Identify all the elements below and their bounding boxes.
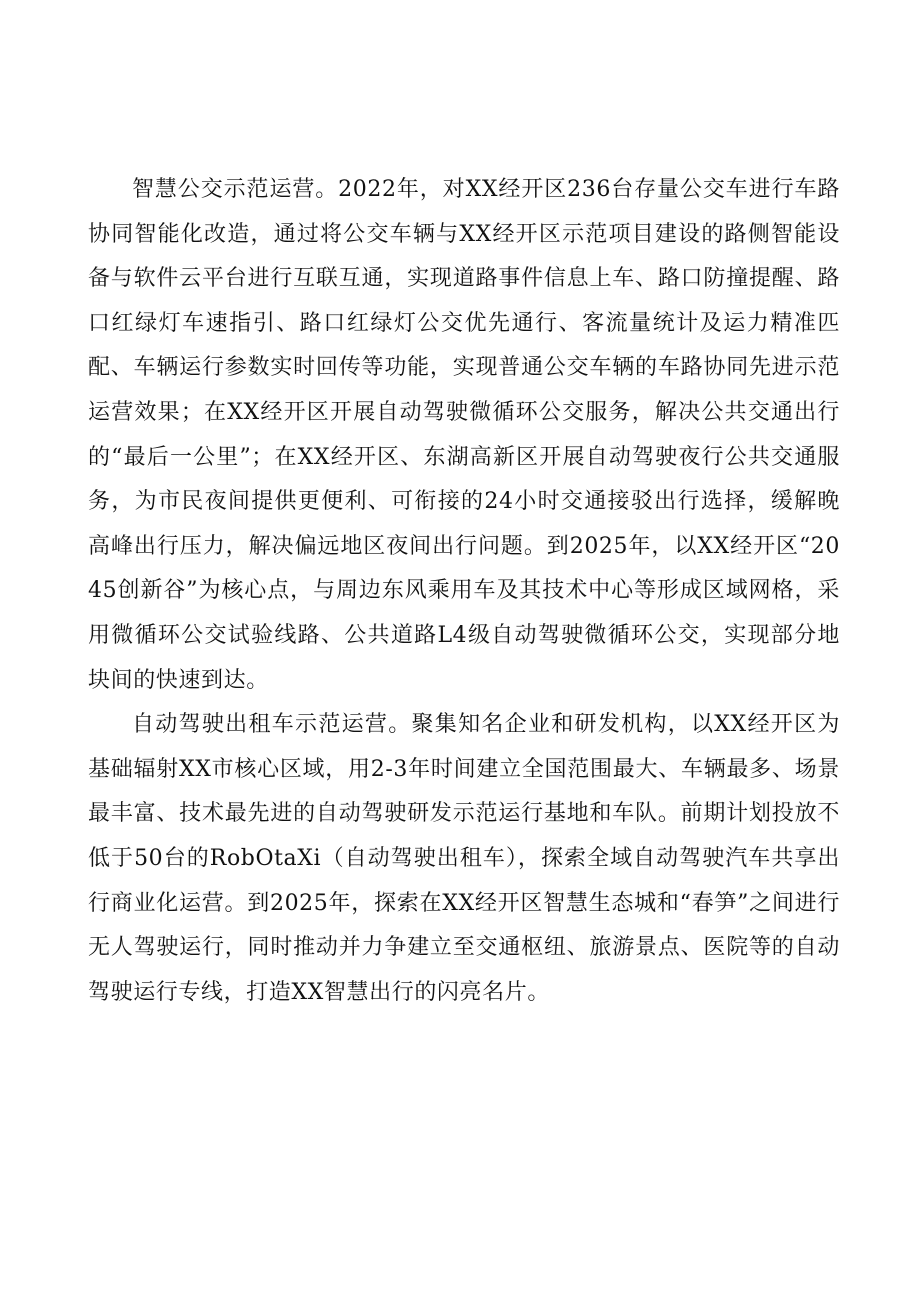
paragraph-smart-bus: 智慧公交示范运营。2022年，对XX经开区236台存量公交车进行车路协同智能化改造，通过将公交车辆与XX经开区示范项目建设的路侧智能设备与软件云平台进行互联互通，实现道路事件信息上车、路口防撞提醒、路口红绿灯车速指引、路口红绿灯公交优先通行、客流量统计及运力精准匹配、车辆运行参数实时回传等功能，实现普通公交车辆的车路协同先进示范运营效果；在XX经开区开展自动驾驶微循环公交服务，解决公共交通出行的“最后一公里”；在XX经开区、东湖高新区开展自动驾驶夜行公共交通服务，为市民夜间提供更便利、可衔接的24小时交通接驳出行选择，缓解晚高峰出行压力，解决偏远地区夜间出行问题。到2025年，以XX经开区“2045创新谷”为核心点，与周边东风乘用车及其技术中心等形成区域网格，采用微循环公交试验线路、公共道路L4级自动驾驶微循环公交，实现部分地块间的快速到达。 [88,177,840,693]
paragraph-robotaxi: 自动驾驶出租车示范运营。聚集知名企业和研发机构，以XX经开区为基础辐射XX市核心区域，用2-3年时间建立全国范围最大、车辆最多、场景最丰富、技术最先进的自动驾驶研发示范运行基地和车队。前期计划投放不低于50台的RobOtaXi（自动驾驶出租车），探索全域自动驾驶汽车共享出行商业化运营。到2025年，探索在XX经开区智慧生态城和“春笋”之间进行无人驾驶运行，同时推动并力争建立至交通枢纽、旅游景点、医院等的自动驾驶运行专线，打造XX智慧出行的闪亮名片。 [88,712,840,1005]
document-body [88,168,840,1015]
